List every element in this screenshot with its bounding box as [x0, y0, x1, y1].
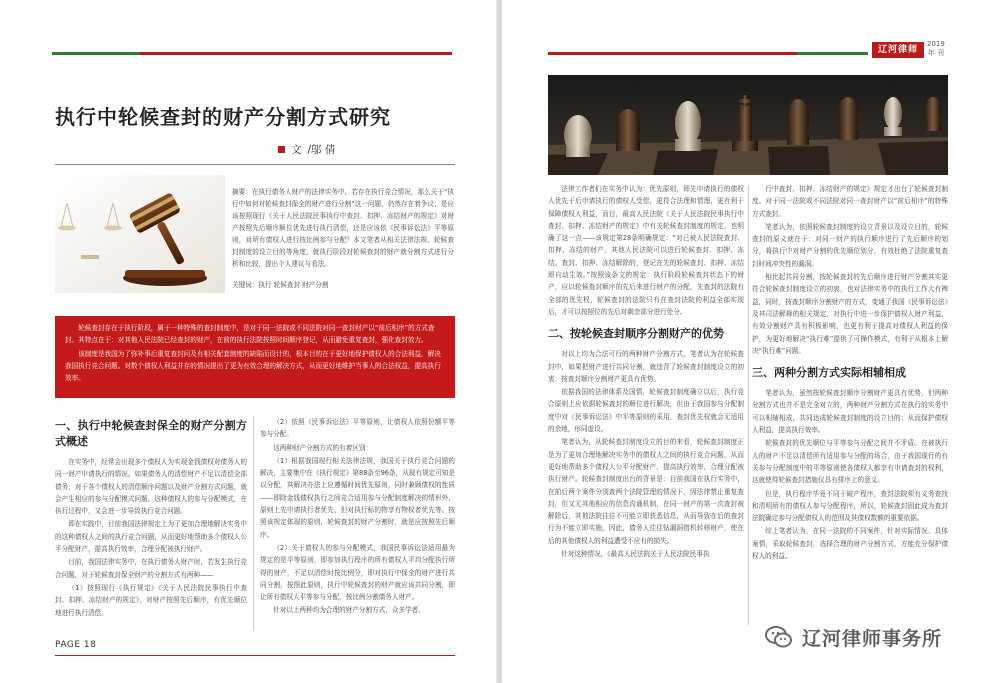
page-number	[55, 640, 96, 650]
paragraph: （2）依照《民事诉讼法》平等原则，让债权人依照份额平等参与分配。	[260, 418, 455, 439]
paragraph: （1）按照现行《执行规定》《关于人民法院民事执行中查封、扣押、冻结财产的规定》，对财产按照先后顺序，有优先顺位地进行执行清偿。	[55, 583, 247, 617]
paragraph: 这两种财产分割方式的有着区别：	[273, 443, 373, 452]
paragraph: 针对这种情况，《最高人民法院关于人民法院民事执	[561, 550, 710, 559]
paragraph: 针对以上两种均为合理的财产分割方式，众多学者、	[273, 606, 425, 615]
author-line	[278, 142, 335, 157]
paragraph: 综上笔者认为，在同一法院的不同案件，针对实际情况、具体案情，采取轮候查封，选择合理的财产分割方式，方能充分保护债权人的利益。	[752, 527, 948, 561]
article-title: 执行中轮候查封的财产分割方式研究	[55, 105, 391, 129]
paragraph: 即在实践中，目前我国法律规定上为了更加合理地解决实务中的这种债权人之间的执行竞合问题，从而更好地帮助多个债权人公平分配财产，提高执行效率，合理分配被执行财产。	[55, 520, 247, 554]
author-marker-icon	[278, 146, 285, 153]
journal-name-badge: 辽河律师	[872, 42, 924, 58]
paragraph: （2）关于债权人的参与分配模式，我国民事诉讼法适用最为规定的是平等原则，即参加执行程序的所有债权人平均分配执行所得的财产，不足以清偿时按比例分，即对执行中保全的财产进行共同分割，按照此原则，执行中轮候查封的财产就应该共同分割，即让所有债权人平等参与分配，按比例分割债务人财产。	[260, 543, 455, 602]
wechat-watermark	[764, 620, 942, 654]
paragraph: 法律工作者们在实务中认为：优先原则，即先申请执行的债权人优先于后申请执行的债权人受偿，更符合法理和情理，更有利于保障债权人利益，而目，最高人民法院《关于人民法院民事执行中查封、扣押、冻结财产的规定》中有关轮候查封制度的规定，也明确了这一点——该规定第28条明确规定：“对已被人民法院查封、扣押、冻结的财产，其他人民法院可以进行轮候查封、扣押、冻结。查封、扣押、冻结解除的，登记在先的轮候查封、扣押、冻结即自动生效。”按照该条文的规定：执行阶段轮候查封状态下的财产，应以轮候查封顺序的先后来进行财产的分配，先查封的法院有全部的优先权，轮候查封的法院只有在查封法院的利益全部实现后，才可以按照位的先后对剩余部分进行处分。	[548, 185, 744, 316]
year-value: 2019	[927, 40, 945, 48]
paragraph: 相比起共同分割，按轮候查封的先后顺序进行财产分割其实更符合轮候查封制度设立的初衷，也对法律实务中的执行工作大有裨益，同时，按查封顺序分割财产的方式，变通了我国《民事诉讼法》及其司法解释的相关规定，对执行中进一步保护债权人财产利益，有效分割财产具有积极影响，也更有利于提高对债权人利益的保护，为更好地解决“执行难”提供了可操作模式，有利于从根本上解决“执行难”问题。	[752, 273, 948, 355]
left-page	[0, 0, 498, 683]
highlight-box	[55, 316, 455, 398]
title-divider	[55, 164, 455, 165]
right-column-2	[752, 183, 948, 563]
column-divider	[748, 185, 749, 625]
paragraph: 目前，我国法律实务中，在执行债务人财产时，若发生执行竞合问题，对于轮候查封保全财产的分割方式有两种——	[55, 558, 247, 579]
paragraph: 行中查封、扣押、冻结财产的规定》规定才出台了轮候查封制度。对于同一法院或不同法院对同一查封财产以“前后相序”的特殊方式查封。	[752, 185, 948, 218]
journal-year	[927, 40, 945, 58]
paragraph: 在实务中，经常会出现多个债权人为实现金钱债权对债务人的同一财产申请执行的情况。如果债务人的清偿财产不足以清偿全部债务，对于各个债权人的清偿顺序问题以及财产分割方式问题，就会产生相应的参与分配模式问题。这种债权人的参与分配模式，在执行过程中，又会进一步导致执行竞合问题。	[55, 458, 247, 516]
page-number-value: 18	[83, 640, 97, 650]
paragraph: 笔者认为，虽然按轮候查封顺序分割财产更具有优势，但两种分割方式也并不是完全对立的，两种财产分割方式在执行的实务中可以相辅相成，共同达成轮候查封制度的设立目的：从而保护债权人利益，提高执行效率。	[752, 389, 948, 435]
keywords-text: 关键词：执行 轮候查封 财产分割	[232, 281, 329, 289]
watermark-text: 辽河律师事务所	[802, 627, 943, 650]
highlight-paragraph: 该制度是我国为了弥补事后重复查封问及有相关配套制度的缺陷而设计的，根本目的在于更好地保护债权人的合法利益，解决我国执行竞合问题。对数个债权人利益并存的情况提出了更为有效合理的解决方式，从而更好地维护当事人的合法权益，提高执行效率。	[65, 350, 441, 382]
left-column-2	[260, 416, 455, 618]
gavel-scales-illustration	[55, 175, 225, 293]
left-column-1	[55, 416, 247, 620]
paragraph: 依据我国的法律体系及国情，轮候查封制度确立以后，执行竞合原则上应依据轮候查封的顺位进行解决，但由于我国参与分配制度中对《民事诉讼法》中平等原则的采用，查封优先权就会无适用的余地，形同虚设。	[548, 388, 744, 434]
paragraph: （1）根据我国现行相关法律法规，我国关于执行竞合问题的解决，主要集中在《执行规定》第88条至96条，从现有规定可知是以分配，其解决办法上应遵循时间优先原则，同时兼顾债权的性质——即除金钱债权执行之间竞合适用参与分配制度解决的情形外，原则上先申请执行者优先，但对执行标的物享有物权者优先等。按照该规定体现的原则，轮候查封的财产分割时，就是应按照先后顺序。	[260, 456, 455, 539]
issue-label: 年 刊	[927, 49, 945, 57]
paragraph: 但是，执行程序毕竟不同于破产程序，查封法院须有义务查找和清明所有的债权人参与分配程序，所以，轮候查封固此成为查封法院确定参与分配债权人的范围及其债权数额的重要依据。	[752, 489, 948, 523]
footer-rule	[55, 655, 455, 656]
highlight-paragraph: 轮候查封存在于执行阶段，属于一种特殊的查封制度中，是对于同一法院或不同法院对同一查封财产以“前后相序”的方式查封。其特点在于：对其他人民法院已经查封的财产，在前的执行法院按照时间顺序登记，从而避免重复查封，强化查封效力。	[65, 324, 435, 344]
paragraph: 笔者认为，从轮候查封制度设立的目的来看，轮候查封制度正是为了更加合理地解决实务中的债权人之间的执行竞合问题，从而更好地帮助多个债权人公平分配财产，提高执行效率，合理分配被执行财产。轮候查封制度出台的背景是：目前我国在执行实务中，在前后两个案件分别查两个法院管理的情况下，因法律禁止重复查封，但又无其他相应的信息沟通机制，在同一财产的第一次查封被解除后，其他法院往往不可能立即获悉信息，从而导致在后的查封行为不能立即实施，因此，债务人往往钻漏洞借机转移财产，使在后的其他债权人的利益遭受不应有的损失。	[548, 438, 744, 545]
right-page	[502, 0, 1000, 683]
top-rule	[52, 52, 452, 55]
wechat-icon	[764, 622, 794, 652]
paragraph: 笔者认为，依照轮候查封制度的设立背景以及设立目的，轮候查封的原义就在于：对同一财产的执行顺序进行了先后顺序的划分，将执行中对财产分割的优先顺位划分，有效杜绝了法院重复查封时间冲突性的漏洞。	[752, 222, 948, 268]
top-rule	[548, 52, 868, 55]
page-label: PAGE	[55, 640, 81, 650]
paragraph: 轮候查封的优先顺位与平等参与分配之间并不矛盾。在被执行人的财产不足以清偿所有适用参与分配的场合，由于我国现行的有关参与分配制度中的平等原则使各债权人都享有申请查封的权利，这就使得轮候查封措施仅具有排序上的意义。	[752, 439, 948, 485]
chess-board-photo	[548, 75, 948, 175]
author-label: 文	[291, 144, 302, 156]
section-heading-2: 二、按轮候查封顺序分割财产的优势	[548, 327, 724, 341]
column-divider	[253, 416, 254, 631]
section-heading-1: 一、执行中轮候查封保全的财产分割方式概述	[55, 419, 247, 448]
paragraph: 对以上均为合法可行的两种财产分割方式，笔者认为在轮候查封中，如果把财产进行共同分割，就违背了轮候查封制度设立的初衷：按查封顺序分割财产更具有优势。	[548, 350, 744, 383]
section-heading-3: 三、两种分割方式实际相辅相成	[752, 366, 906, 380]
abstract-text: 摘要：在执行债务人财产的法律实务中，若存在执行竞合情况，那么关于“执行中如何对轮候查封保全的财产进行分割”这一问题，仍然存在着争议；是应该按照现行《关于人民法院民事执行中查封、扣押、冻结财产的规定》对财产按照先后顺序顺位优先进行执行清偿，还是应该依《民事诉讼法》平等原则，对所有债权人进行按比例参与分配？本文笔者从相关法律法规、轮候查封制度的设立目的等角度，就执行阶段对轮候查封的财产就分割方式进行分析和比较，提出个人建议与看法。	[232, 188, 454, 268]
author-name: /邬 倩	[307, 144, 336, 156]
right-column-1	[548, 183, 744, 561]
